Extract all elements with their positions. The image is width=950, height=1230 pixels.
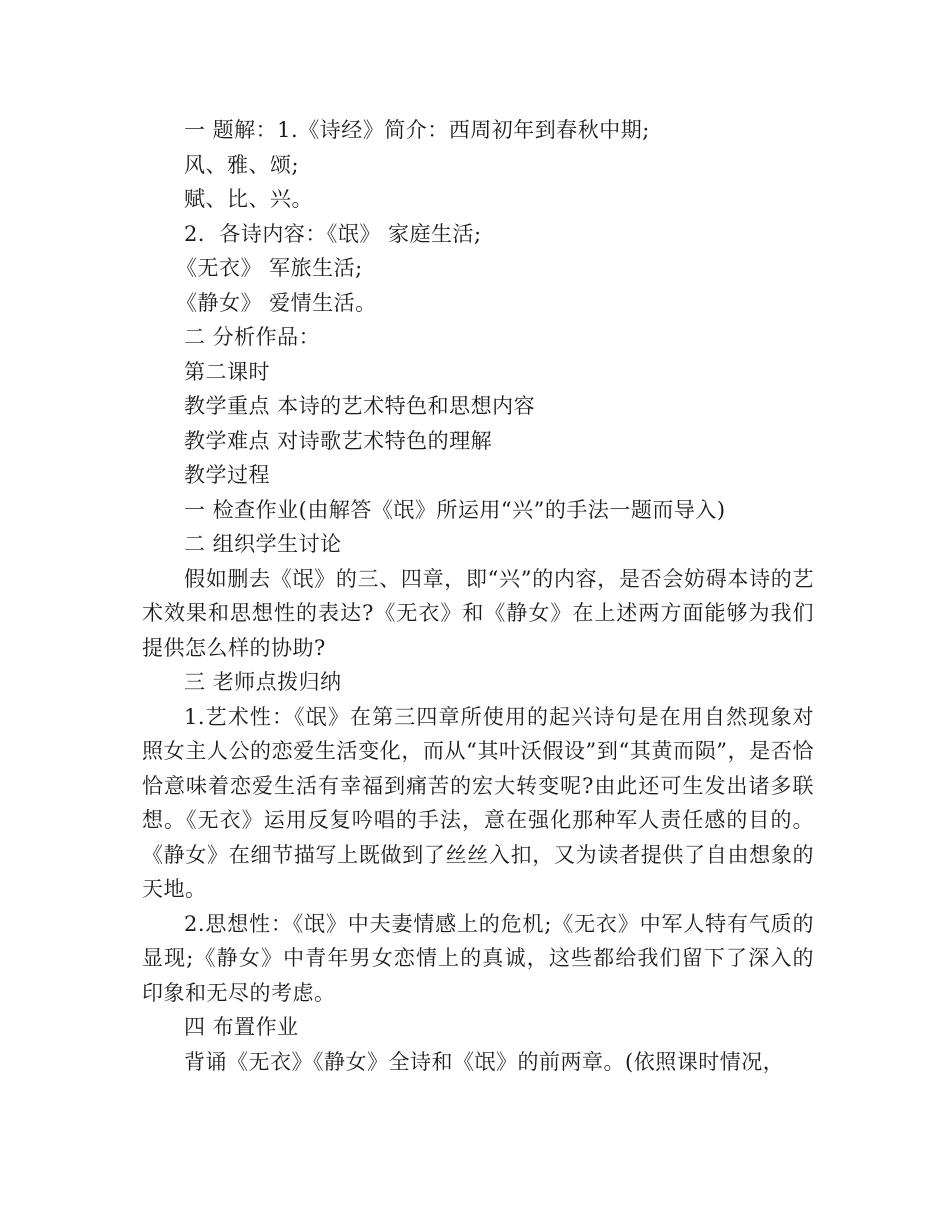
text-line: 赋、比、兴。 bbox=[184, 187, 313, 211]
paragraph: 1.艺术性：《氓》在第三四章所使用的起兴诗句是在用自然现象对照女主人公的恋爱生活变化，而从“其叶沃假设”到“其黄而陨”，是否恰恰意味着恋爱生活有幸福到痛苦的宏大转变呢?由此还可生发出诸多联想。《无衣》运用反复吟唱的手法，意在强化那种军人责任感的目的。《静女》在细节描写上既做到了丝丝入扣，又为读者提供了自由想象的天地。 bbox=[142, 704, 814, 901]
text-line: 教学难点 对诗歌艺术特色的理解 bbox=[184, 428, 493, 453]
text-line: 《静女》 爱情生活。 bbox=[176, 290, 377, 315]
text-line: 风、雅、颂; bbox=[184, 152, 300, 177]
text-line: 《无衣》 军旅生活; bbox=[176, 256, 363, 280]
text-line: 背诵《无衣》《静女》全诗和《氓》的前两章。(依照课时情况， bbox=[184, 1049, 785, 1074]
section-heading: 二 组织学生讨论 bbox=[184, 532, 342, 556]
paragraph: 2.思想性：《氓》中夫妻情感上的危机;《无衣》中军人特有气质的显现;《静女》中青年男女恋情上的真诚，这些都给我们留下了深入的印象和无尽的考虑。 bbox=[142, 911, 814, 1005]
text-line: 教学重点 本诗的艺术特色和思想内容 bbox=[184, 394, 536, 418]
paragraph: 假如删去《氓》的三、四章，即“兴”的内容，是否会妨碍本诗的艺术效果和思想性的表达?《无衣》和《静女》在上述两方面能够为我们提供怎么样的协助? bbox=[142, 566, 814, 660]
section-heading: 二 分析作品： bbox=[184, 325, 321, 349]
section-heading: 四 布置作业 bbox=[184, 1015, 299, 1039]
text-line: 一 检查作业(由解答《氓》所运用“兴”的手法一题而导入) bbox=[184, 497, 726, 522]
document-body bbox=[142, 113, 814, 1079]
text-line: 2．各诗内容：《氓》 家庭生活; bbox=[184, 221, 482, 246]
section-heading: 三 老师点拨归纳 bbox=[184, 670, 342, 694]
heading-title-explanation: 一 题解：1.《诗经》简介：西周初年到春秋中期; bbox=[184, 118, 650, 142]
section-heading: 第二课时 bbox=[184, 359, 270, 384]
section-heading: 教学过程 bbox=[184, 463, 270, 487]
